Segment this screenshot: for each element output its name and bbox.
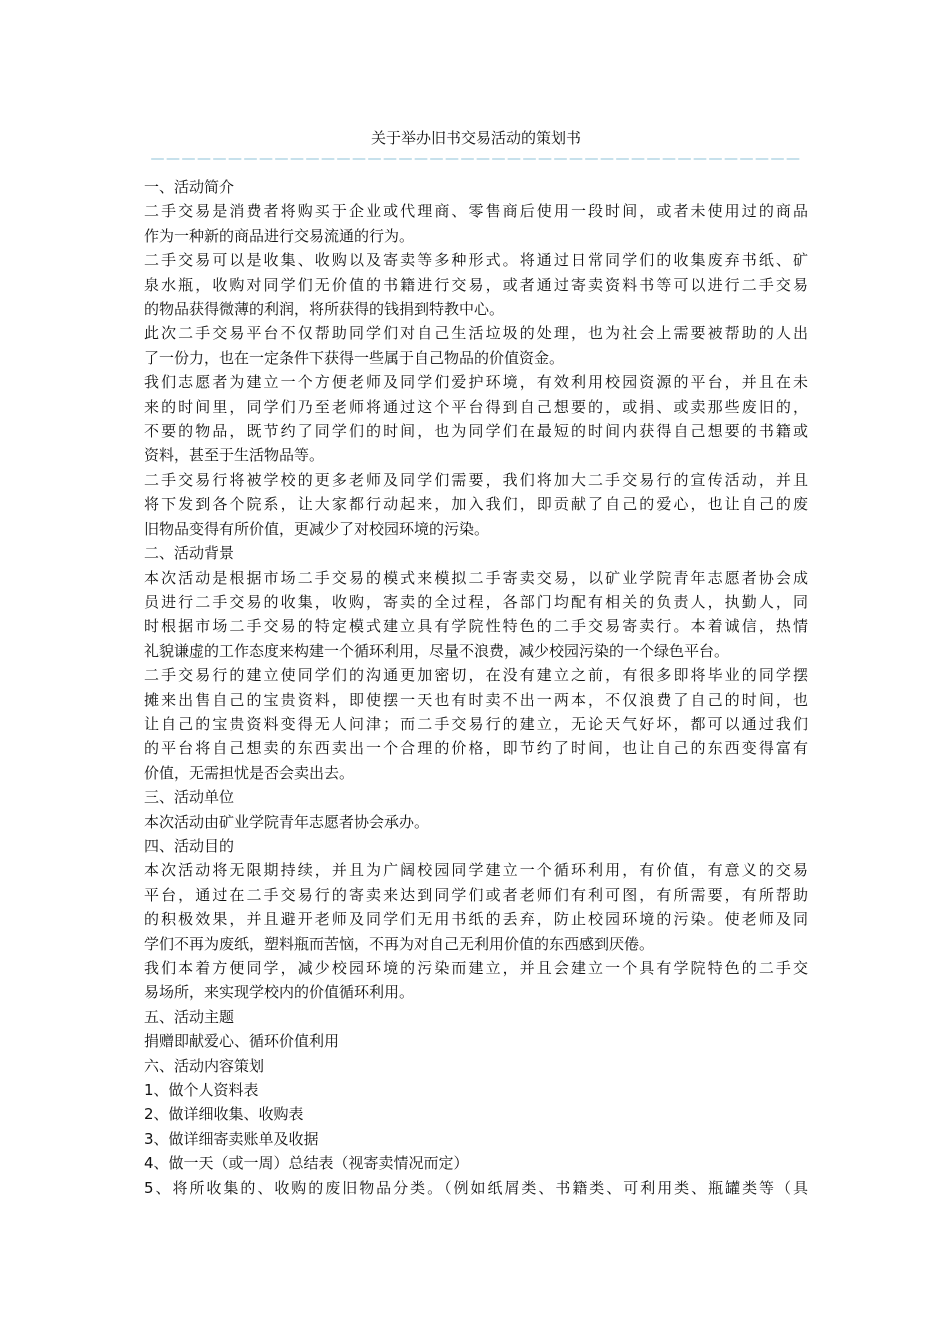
paragraph xyxy=(144,248,808,321)
paragraph-line: 本次活动将无限期持续，并且为广阔校园同学建立一个循环利用，有价值，有意义的交易 xyxy=(144,861,808,880)
paragraph-line: 5、将所收集的、收购的废旧物品分类。（例如纸屑类、书籍类、可利用类、瓶罐类等（具 xyxy=(144,1178,808,1197)
paragraph xyxy=(144,199,808,248)
paragraph-line: 我们志愿者为建立一个方便老师及同学们爱护环境，有效利用校园资源的平台，并且在未 xyxy=(144,373,808,392)
paragraph xyxy=(144,1102,808,1126)
paragraph-line: 2、做详细收集、收购表 xyxy=(144,1105,304,1124)
paragraph-line: 捐赠即献爱心、循环价值利用 xyxy=(144,1032,340,1051)
document-page xyxy=(144,127,808,1200)
paragraph-line: 的积极效果，并且避开老师及同学们无用书纸的丢弃，防止校园环境的污染。使老师及同 xyxy=(144,910,808,929)
paragraph-line: 泉水瓶，收购对同学们无价值的书籍进行交易，或者通过寄卖资料书等可以进行二手交易 xyxy=(144,275,808,294)
paragraph-line: 平台，通过在二手交易行的寄卖来达到同学们或者老师们有利可图，有所需要，有所帮助 xyxy=(144,885,808,904)
section-heading: 四、活动目的 xyxy=(144,836,235,855)
paragraph-line: 了一份力，也在一定条件下获得一些属于自己物品的价值资金。 xyxy=(144,348,565,367)
paragraph xyxy=(144,1078,808,1102)
title-divider: —————————————————————————————————————————— xyxy=(150,151,802,167)
section-heading: 五、活动主题 xyxy=(144,1007,235,1026)
document-body xyxy=(144,175,808,1200)
paragraph-line: 二手交易行的建立使同学们的沟通更加密切，在没有建立之前，有很多即将毕业的同学摆 xyxy=(144,666,808,685)
paragraph-line: 将下发到各个院系，让大家都行动起来，加入我们，即贡献了自己的爱心，也让自己的废 xyxy=(144,495,808,514)
paragraph xyxy=(144,1127,808,1151)
paragraph-line: 3、做详细寄卖账单及收据 xyxy=(144,1129,319,1148)
paragraph xyxy=(144,1029,808,1053)
paragraph-line: 二手交易行将被学校的更多老师及同学们需要，我们将加大二手交易行的宣传活动，并且 xyxy=(144,470,808,489)
paragraph-line: 学们不再为废纸，塑料瓶而苦恼，不再为对自己无利用价值的东西感到厌倦。 xyxy=(144,934,655,953)
section-heading: 六、活动内容策划 xyxy=(144,1056,265,1075)
paragraph-line: 二手交易是消费者将购买于企业或代理商、零售商后使用一段时间，或者未使用过的商品 xyxy=(144,202,808,221)
paragraph-line: 价值，无需担忧是否会卖出去。 xyxy=(144,763,355,782)
paragraph-line: 旧物品变得有所价值，更减少了对校园环境的污染。 xyxy=(144,519,490,538)
paragraph xyxy=(144,370,808,468)
paragraph-line: 二手交易可以是收集、收购以及寄卖等多种形式。将通过日常同学们的收集废弃书纸、矿 xyxy=(144,251,808,270)
paragraph-line: 的平台将自己想卖的东西卖出一个合理的价格，即节约了时间，也让自己的东西变得富有 xyxy=(144,739,808,758)
paragraph-line: 让自己的宝贵资料变得无人问津；而二手交易行的建立，无论天气好坏，都可以通过我们 xyxy=(144,714,808,733)
paragraph-line: 资料，甚至于生活物品等。 xyxy=(144,446,325,465)
paragraph xyxy=(144,321,808,370)
paragraph-line: 4、做一天（或一周）总结表（视寄卖情况而定） xyxy=(144,1154,469,1173)
paragraph-line: 摊来出售自己的宝贵资料，即使摆一天也有时卖不出一两本，不仅浪费了自己的时间，也 xyxy=(144,690,808,709)
paragraph xyxy=(144,1176,808,1200)
paragraph-line: 员进行二手交易的收集，收购，寄卖的全过程，各部门均配有相关的负责人，执勤人，同 xyxy=(144,592,808,611)
paragraph-line: 不要的物品，既节约了同学们的时间，也为同学们在最短的时间内获得自己想要的书籍或 xyxy=(144,422,808,441)
paragraph-line: 易场所，来实现学校内的价值循环利用。 xyxy=(144,983,415,1002)
paragraph-line: 的物品获得微薄的利润，将所获得的钱捐到特教中心。 xyxy=(144,300,505,319)
paragraph xyxy=(144,810,808,834)
section-heading: 一、活动简介 xyxy=(144,178,235,196)
paragraph xyxy=(144,956,808,1005)
document-title: 关于举办旧书交易活动的策划书 xyxy=(370,129,581,147)
paragraph-line: 本次活动由矿业学院青年志愿者协会承办。 xyxy=(144,812,430,831)
paragraph xyxy=(144,663,808,785)
paragraph-line: 作为一种新的商品进行交易流通的行为。 xyxy=(144,226,415,245)
paragraph-line: 来的时间里，同学们乃至老师将通过这个平台得到自己想要的，或捐、或卖那些废旧的， xyxy=(144,397,808,416)
paragraph xyxy=(144,468,808,541)
paragraph-line: 时根据市场二手交易的特定模式建立具有学院性特色的二手交易寄卖行。本着诚信，热情 xyxy=(144,617,808,636)
paragraph-line: 1、做个人资料表 xyxy=(144,1081,259,1100)
paragraph xyxy=(144,858,808,956)
paragraph xyxy=(144,1151,808,1175)
paragraph-line: 此次二手交易平台不仅帮助同学们对自己生活垃圾的处理，也为社会上需要被帮助的人出 xyxy=(144,324,808,343)
paragraph-line: 我们本着方便同学，减少校园环境的污染而建立，并且会建立一个具有学院特色的二手交 xyxy=(144,959,808,977)
section-heading: 二、活动背景 xyxy=(144,544,235,563)
paragraph-line: 本次活动是根据市场二手交易的模式来模拟二手寄卖交易，以矿业学院青年志愿者协会成 xyxy=(144,568,808,587)
paragraph-line: 礼貌谦虚的工作态度来构建一个循环利用，尽量不浪费，减少校园污染的一个绿色平台。 xyxy=(144,641,730,660)
paragraph xyxy=(144,566,808,664)
section-heading: 三、活动单位 xyxy=(144,788,235,807)
